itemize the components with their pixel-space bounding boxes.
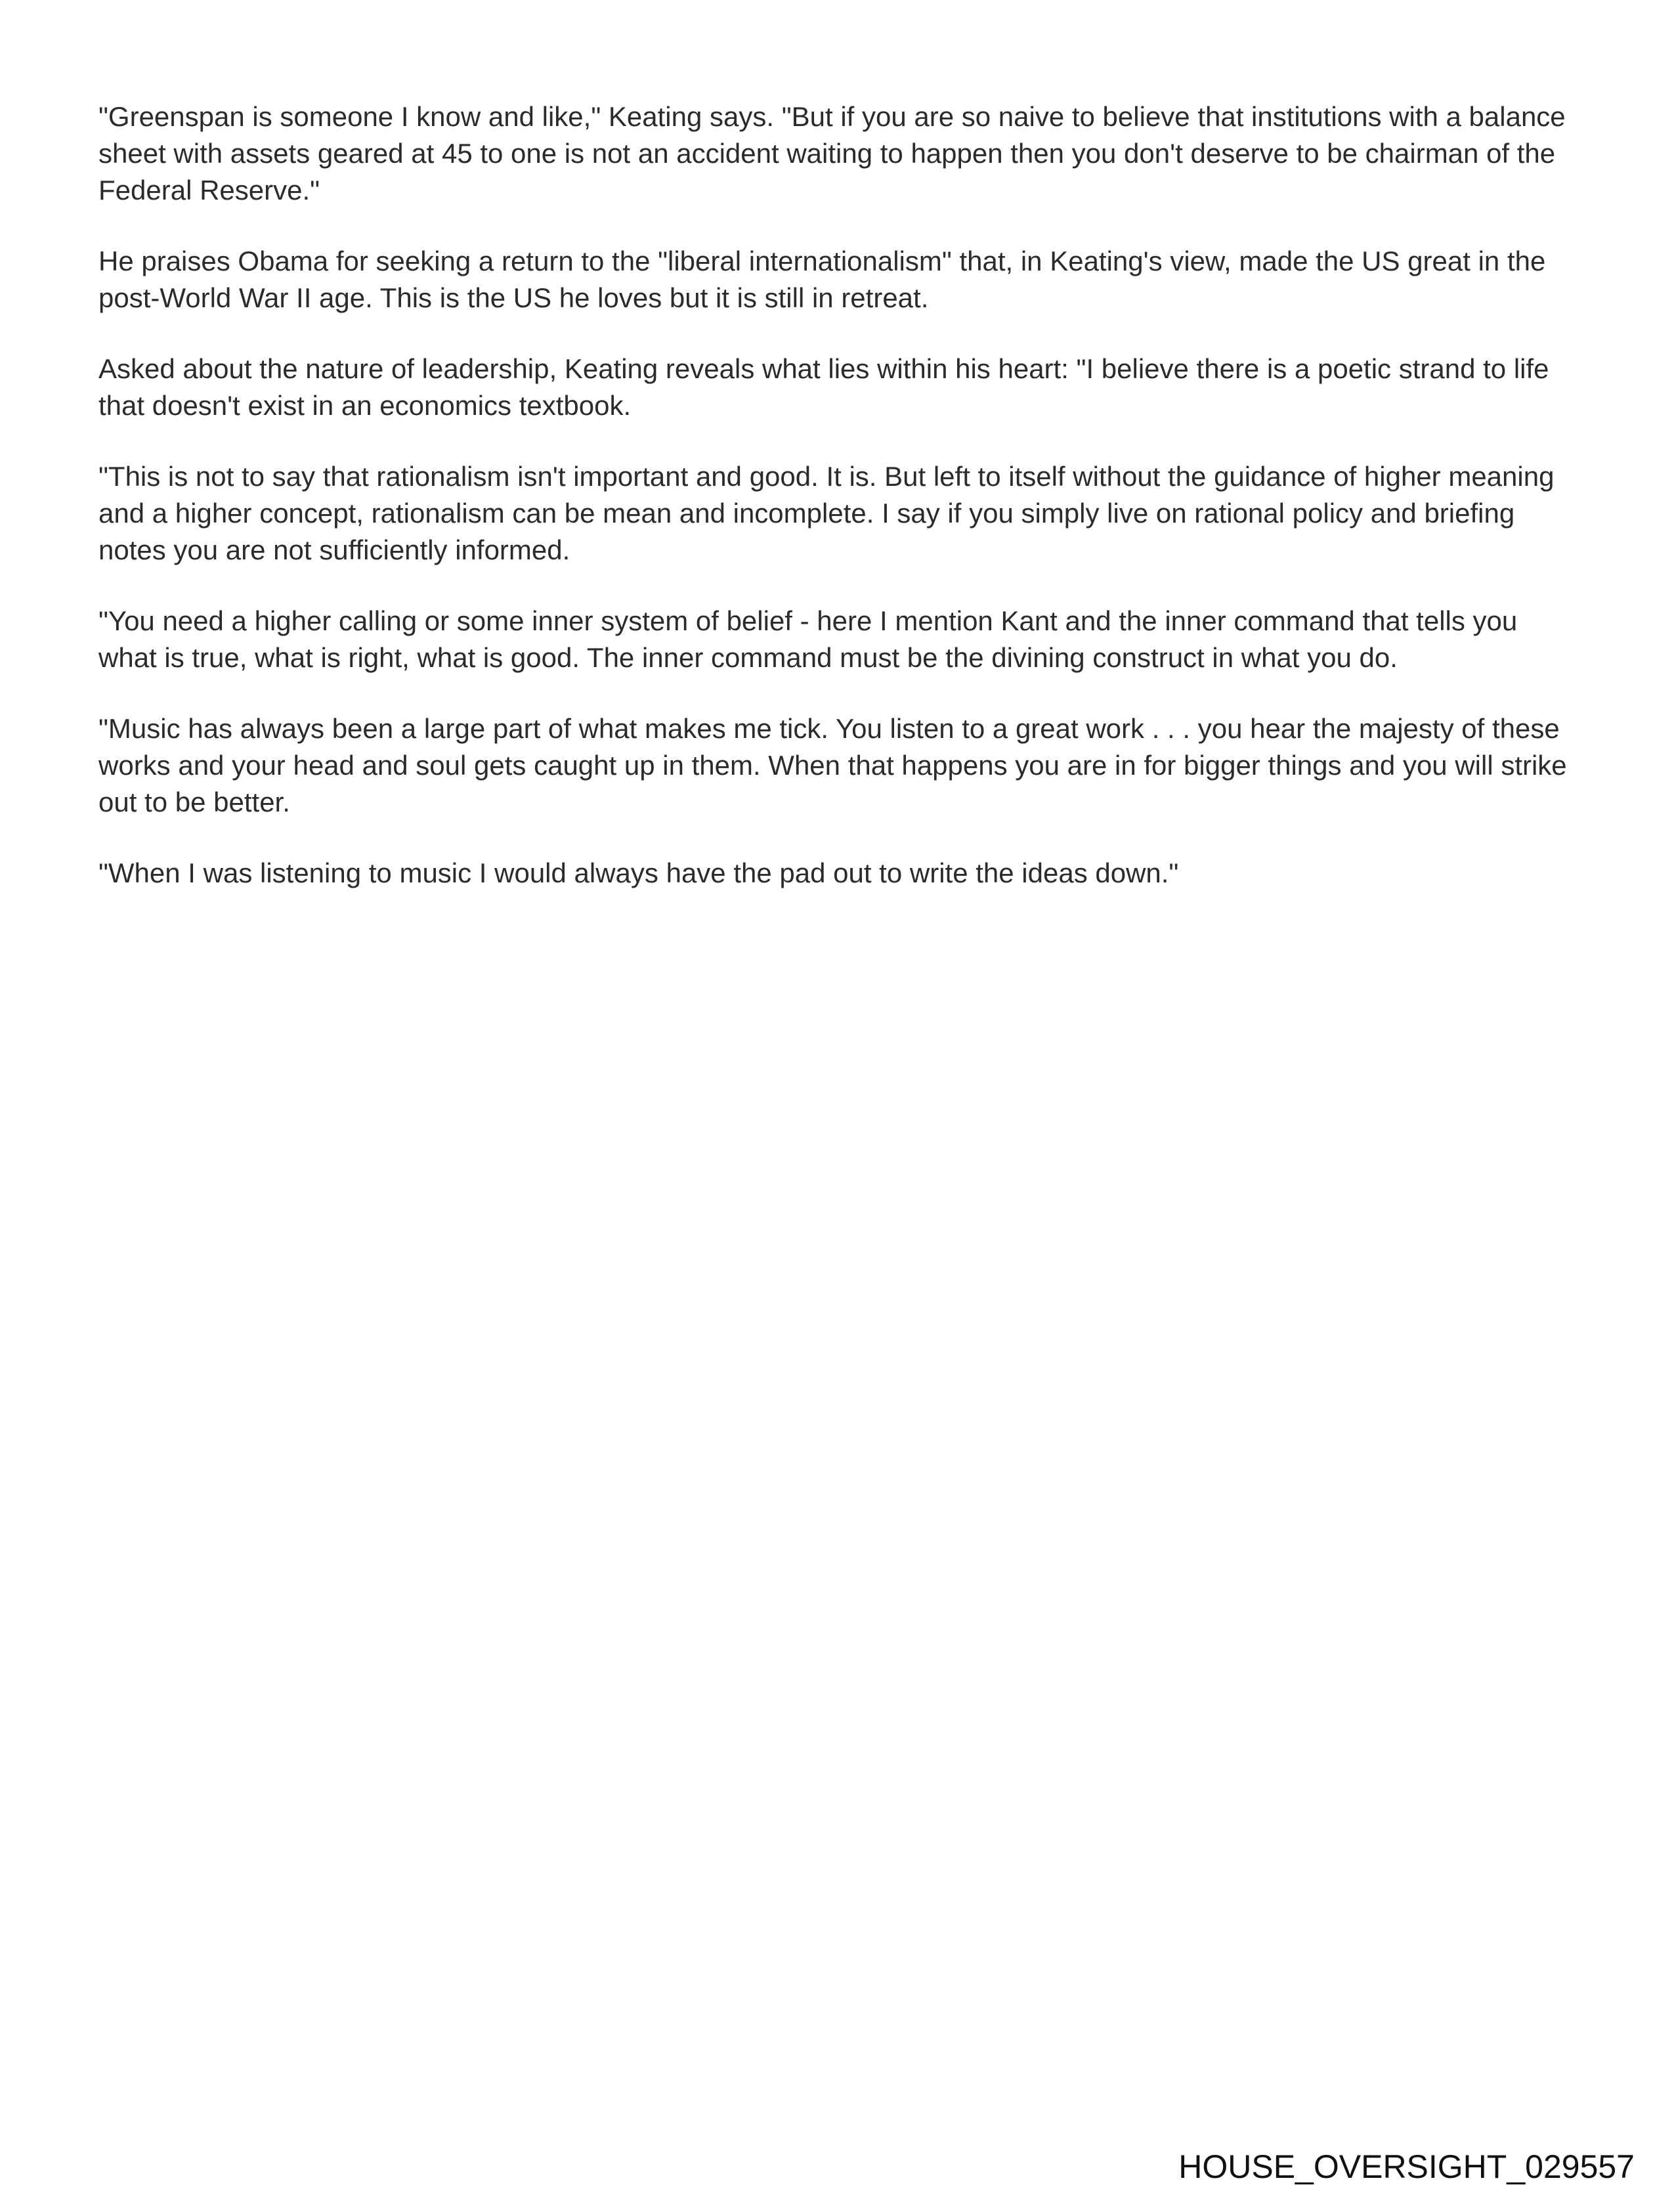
paragraph-music: "Music has always been a large part of what makes me tick. You listen to a great work . . . you hear the majesty of these works and your head and soul gets caught up in them. When that happens you are in for bigger things and you will strike out to be better.: [98, 713, 1567, 817]
paragraph-pad-ideas: "When I was listening to music I would always have the pad out to write the ideas down.": [98, 857, 1179, 888]
paragraph-obama-praise: He praises Obama for seeking a return to the "liberal internationalism" that, in Keating's view, made the US great in the post-World War II age. This is the US he loves but it is still in retreat.: [98, 246, 1546, 313]
paragraph-greenspan-quote: "Greenspan is someone I know and like," Keating says. "But if you are so naive to believe that institutions with a balance sheet with assets geared at 45 to one is not an accident waiting to happen then you don't deserve to be chairman of the Federal Reserve.": [98, 101, 1566, 206]
paragraph-rationalism: "This is not to say that rationalism isn't important and good. It is. But left to itself without the guidance of higher meaning and a higher concept, rationalism can be mean and incomplete. I say if you simply live on rational policy and briefing notes you are not sufficiently informed.: [98, 461, 1555, 565]
bates-number: HOUSE_OVERSIGHT_029557: [1178, 2148, 1635, 2185]
paragraph-leadership: Asked about the nature of leadership, Keating reveals what lies within his heart: "I believe there is a poetic strand to life that doesn't exist in an economics textbook.: [98, 353, 1549, 421]
article-body: [98, 98, 1576, 926]
paragraph-higher-calling: "You need a higher calling or some inner system of belief - here I mention Kant and the inner command that tells you what is true, what is right, what is good. The inner command must be the divining construct in what you do.: [98, 605, 1518, 673]
